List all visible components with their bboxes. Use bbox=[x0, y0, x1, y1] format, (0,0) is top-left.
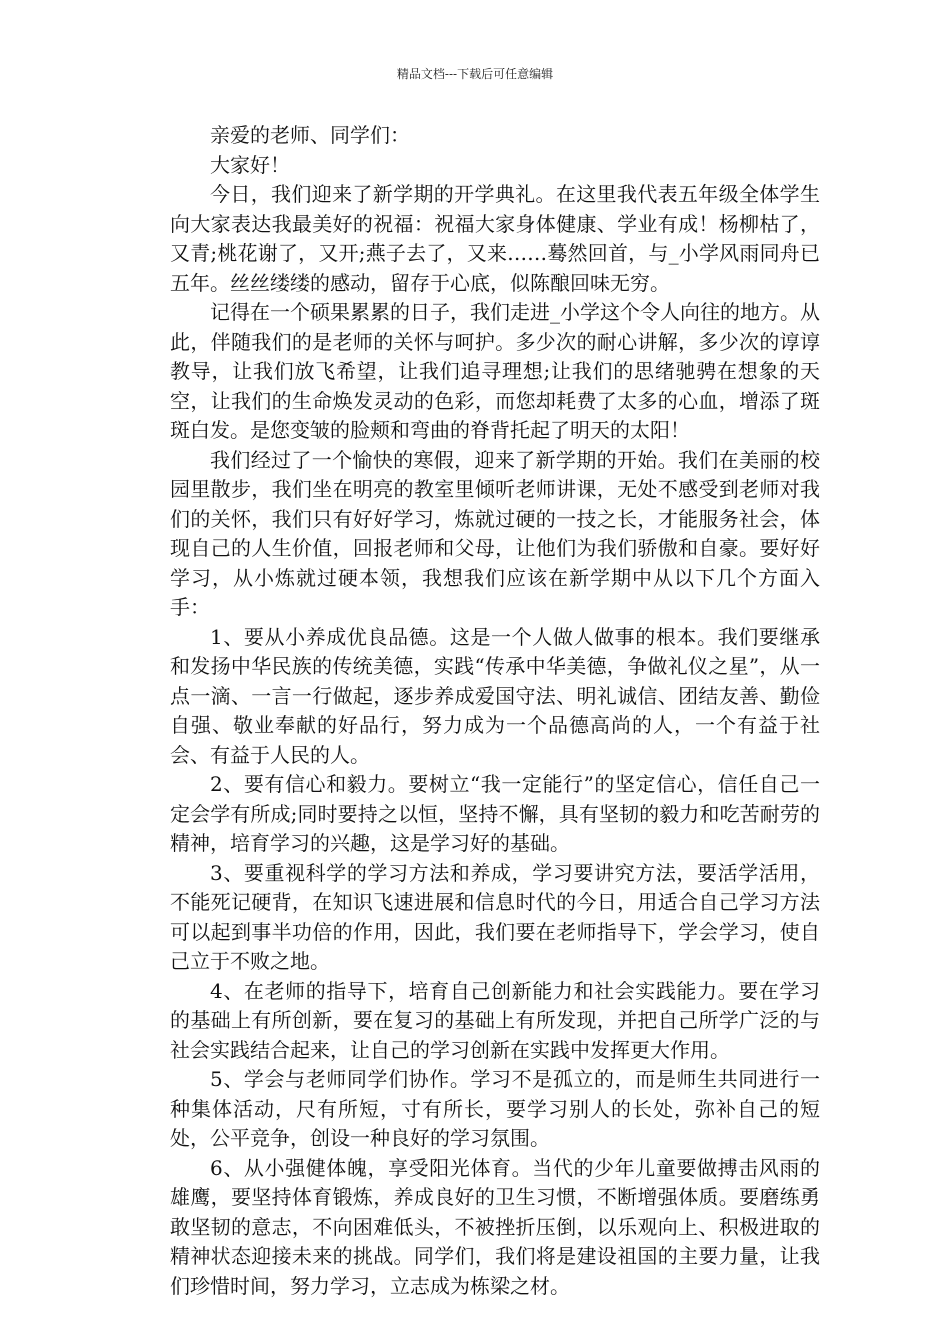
page-header: 精品文档---下载后可任意编辑 bbox=[396, 67, 554, 81]
paragraph: 今日，我们迎来了新学期的开学典礼。在这里我代表五年级全体学生向大家表达我最美好的祝福：祝福大家身体健康、学业有成！杨柳枯了，又青;桃花谢了，又开;燕子去了，又来……蓦然回首，与_小学风雨同舟已五年。丝丝缕缕的感动，留存于心底，似陈酿回味无穷。 bbox=[170, 182, 820, 295]
paragraph: 5、学会与老师同学们协作。学习不是孤立的，而是师生共同进行一种集体活动，尺有所短，寸有所长，要学习别人的长处，弥补自己的短处，公平竞争，创设一种良好的学习氛围。 bbox=[170, 1067, 820, 1150]
document-body bbox=[170, 121, 820, 1301]
paragraph: 6、从小强健体魄，享受阳光体育。当代的少年儿童要做搏击风雨的雄鹰，要坚持体育锻炼，养成良好的卫生习惯，不断增强体质。要磨练勇敢坚韧的意志，不向困难低头，不被挫折压倒，以乐观向上、积极进取的精神状态迎接未来的挑战。同学们，我们将是建设祖国的主要力量，让我们珍惜时间，努力学习，立志成为栋梁之材。 bbox=[170, 1155, 820, 1298]
paragraph: 记得在一个硕果累累的日子，我们走进_小学这个令人向往的地方。从此，伴随我们的是老师的关怀与呵护。多少次的耐心讲解，多少次的谆谆教导，让我们放飞希望，让我们追寻理想;让我们的思绪驰骋在想象的天空，让我们的生命焕发灵动的色彩，而您却耗费了太多的心血，增添了斑斑白发。是您变皱的脸颊和弯曲的脊背托起了明天的太阳！ bbox=[170, 300, 820, 442]
paragraph: 4、在老师的指导下，培育自己创新能力和社会实践能力。要在学习的基础上有所创新，要在复习的基础上有所发现，并把自己所学广泛的与社会实践结合起来，让自己的学习创新在实践中发挥更大作用。 bbox=[170, 978, 820, 1062]
salutation: 亲爱的老师、同学们： bbox=[210, 123, 410, 147]
greeting: 大家好！ bbox=[210, 152, 290, 177]
paragraph: 2、要有信心和毅力。要树立“我一定能行”的坚定信心，信任自己一定会学有所成;同时要持之以恒，坚持不懈，具有坚韧的毅力和吃苦耐劳的精神，培育学习的兴趣，这是学习好的基础。 bbox=[170, 772, 820, 855]
paragraph: 3、要重视科学的学习方法和养成，学习要讲究方法，要活学活用，不能死记硬背，在知识飞速进展和信息时代的今日，用适合自己学习方法可以起到事半功倍的作用，因此，我们要在老师指导下，学会学习，使自己立于不败之地。 bbox=[170, 860, 820, 973]
paragraph: 1、要从小养成优良品德。这是一个人做人做事的根本。我们要继承和发扬中华民族的传统美德，实践“传承中华美德，争做礼仪之星”，从一点一滴、一言一行做起，逐步养成爱国守法、明礼诚信、团结友善、勤俭自强、敬业奉献的好品行，努力成为一个品德高尚的人，一个有益于社会、有益于人民的人。 bbox=[170, 624, 820, 767]
paragraph: 我们经过了一个愉快的寒假，迎来了新学期的开始。我们在美丽的校园里散步，我们坐在明亮的教室里倾听老师讲课，无处不感受到老师对我们的关怀，我们只有好好学习，炼就过硬的一技之长，才能服务社会，体现自己的人生价值，回报老师和父母，让他们为我们骄傲和自豪。要好好学习，从小炼就过硬本领，我想我们应该在新学期中从以下几个方面入手： bbox=[170, 447, 820, 619]
